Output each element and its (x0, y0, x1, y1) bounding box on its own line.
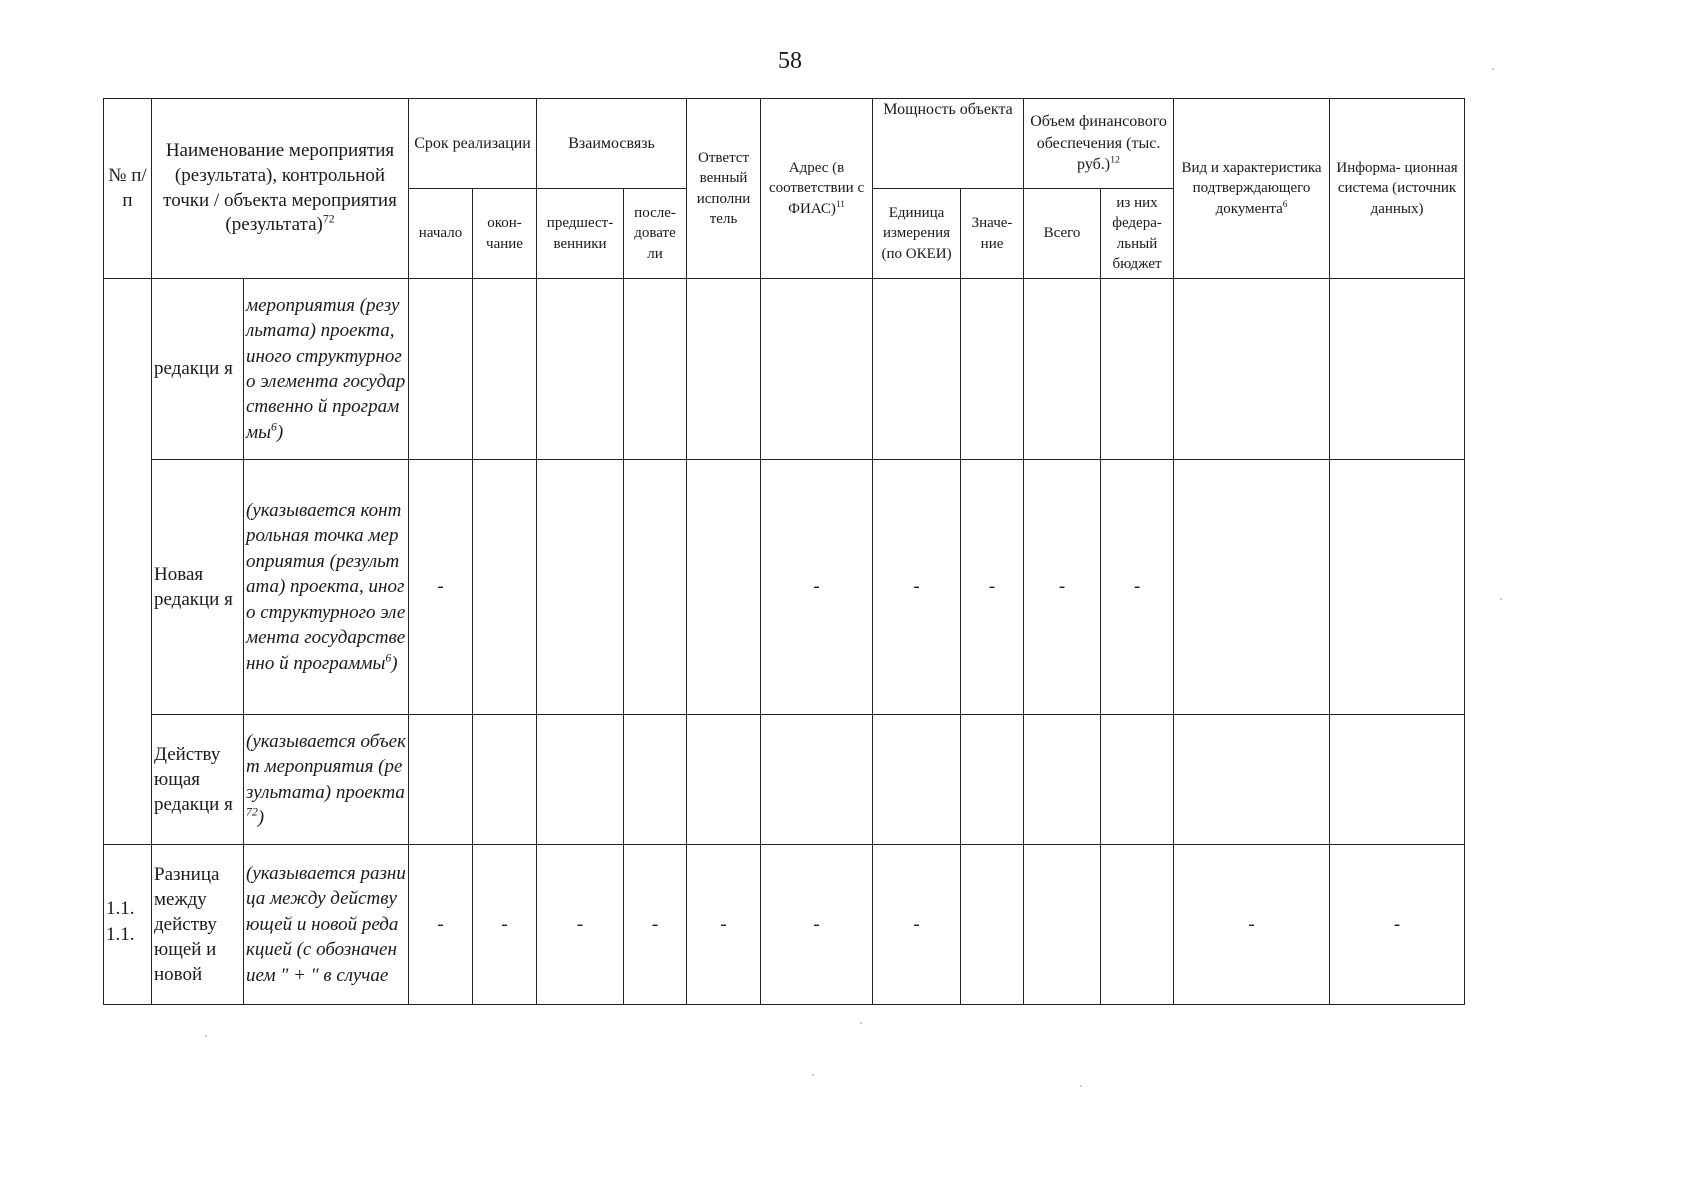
cell-responsible (687, 279, 761, 460)
cell-term-end (473, 279, 537, 460)
cell-relation-pred: - (537, 845, 624, 1005)
row-number-text: 1.1. 1.1. (106, 898, 135, 945)
header-name-text: Наименование мероприятия (результата), контрольной точки / объекта мероприятия (результата) (163, 140, 397, 236)
scan-speck (812, 1074, 814, 1076)
header-term: Срок реализации (409, 99, 537, 189)
cell-address (761, 715, 873, 845)
table-row (104, 279, 1465, 460)
table-row (104, 715, 1465, 845)
cell-responsible: - (687, 845, 761, 1005)
header-finance-federal: из них федера- льный бюджет (1101, 189, 1174, 279)
header-capacity-unit: Единица измерения (по ОКЕИ) (873, 189, 961, 279)
scan-speck (205, 1035, 207, 1037)
cell-relation-succ (624, 460, 687, 715)
row-edition: Новая редакци я (152, 460, 244, 715)
row-description: (указывается разница между действующей и новой редакцией (с обозначением " + " в случае (244, 845, 409, 1005)
cell-finance-total (1024, 279, 1101, 460)
row-description-text: (указывается объект мероприятия (результата) проекта (246, 730, 407, 803)
cell-address: - (761, 845, 873, 1005)
header-relation: Взаимосвязь (537, 99, 687, 189)
header-finance-text: Объем финансового обеспечения (тыс. руб.) (1030, 113, 1167, 174)
cell-relation-pred (537, 460, 624, 715)
row-description-end: ) (276, 421, 284, 443)
row-number (104, 845, 152, 1005)
header-num: № п/п (104, 99, 152, 279)
row-description (244, 460, 409, 715)
cell-doc (1174, 279, 1330, 460)
header-relation-pred: предшест- венники (537, 189, 624, 279)
cell-relation-pred (537, 279, 624, 460)
header-finance (1024, 99, 1174, 189)
page-number: 58 (778, 48, 802, 74)
header-doc (1174, 99, 1330, 279)
row-edition: редакци я (152, 279, 244, 460)
cell-capacity-value (961, 279, 1024, 460)
cell-relation-succ: - (624, 845, 687, 1005)
row-description-end: ) (257, 806, 265, 828)
cell-address (761, 279, 873, 460)
events-table (103, 98, 1465, 1005)
row-edition: Разница между действу ющей и новой (152, 845, 244, 1005)
cell-term-end (473, 460, 537, 715)
scan-speck (1500, 598, 1502, 600)
cell-term-start (409, 715, 473, 845)
header-responsible: Ответст венный исполни тель (687, 99, 761, 279)
cell-finance-total (1024, 715, 1101, 845)
cell-doc (1174, 460, 1330, 715)
cell-doc (1174, 715, 1330, 845)
cell-relation-succ (624, 715, 687, 845)
cell-infosys (1330, 715, 1465, 845)
table-row (104, 845, 1465, 1005)
table-row (104, 460, 1465, 715)
cell-relation-succ (624, 279, 687, 460)
cell-capacity-unit: - (873, 845, 961, 1005)
header-infosys: Информа- ционная система (источник данных) (1330, 99, 1465, 279)
row-description (244, 279, 409, 460)
row-description (244, 715, 409, 845)
cell-infosys (1330, 460, 1465, 715)
cell-finance-total: - (1024, 460, 1101, 715)
cell-capacity-unit (873, 279, 961, 460)
cell-finance-total (1024, 845, 1101, 1005)
header-name-footnote: 72 (322, 212, 335, 226)
cell-address: - (761, 460, 873, 715)
cell-finance-federal (1101, 845, 1174, 1005)
cell-capacity-value (961, 715, 1024, 845)
header-row-1 (104, 99, 1465, 189)
cell-term-start: - (409, 845, 473, 1005)
row-description-footnote: 6 (385, 651, 392, 665)
cell-term-end: - (473, 845, 537, 1005)
cell-capacity-value: - (961, 460, 1024, 715)
row-description-end: ) (391, 652, 398, 674)
header-doc-footnote: 6 (1282, 199, 1288, 210)
header-capacity-value: Значе- ние (961, 189, 1024, 279)
row-edition: Действу ющая редакци я (152, 715, 244, 845)
header-capacity: Мощность объекта (873, 99, 1024, 189)
cell-infosys: - (1330, 845, 1465, 1005)
cell-relation-pred (537, 715, 624, 845)
header-term-start: начало (409, 189, 473, 279)
cell-responsible (687, 715, 761, 845)
header-doc-text: Вид и характеристика подтверждающего документа (1181, 160, 1322, 217)
header-term-end: окон- чание (473, 189, 537, 279)
cell-term-start (409, 279, 473, 460)
cell-doc: - (1174, 845, 1330, 1005)
cell-capacity-unit (873, 715, 961, 845)
cell-term-start: - (409, 460, 473, 715)
row-description-footnote: 6 (271, 420, 277, 434)
cell-responsible (687, 460, 761, 715)
header-address-text: Адрес (в соответствии с ФИАС) (768, 160, 865, 217)
row-description-text: (указывается контрольная точка мероприятия (результата) проекта, иного структурного элемента государственно й программы (246, 499, 406, 674)
cell-finance-federal: - (1101, 460, 1174, 715)
cell-term-end (473, 715, 537, 845)
scan-speck (1492, 68, 1494, 70)
header-name (152, 99, 409, 279)
cell-finance-federal (1101, 279, 1174, 460)
header-address-footnote: 11 (835, 199, 845, 210)
row-description-footnote: 72 (246, 805, 258, 819)
scan-speck (860, 1022, 862, 1024)
header-address (761, 99, 873, 279)
header-finance-footnote: 12 (1110, 154, 1120, 166)
scan-speck (1080, 1085, 1082, 1087)
cell-finance-federal (1101, 715, 1174, 845)
row-num-cell (104, 279, 152, 845)
header-finance-total: Всего (1024, 189, 1101, 279)
header-relation-succ: после- довате ли (624, 189, 687, 279)
cell-capacity-value (961, 845, 1024, 1005)
cell-capacity-unit: - (873, 460, 961, 715)
row-description-text: мероприятия (результата) проекта, иного структурного элемента государственно й программы (246, 294, 406, 443)
cell-infosys (1330, 279, 1465, 460)
